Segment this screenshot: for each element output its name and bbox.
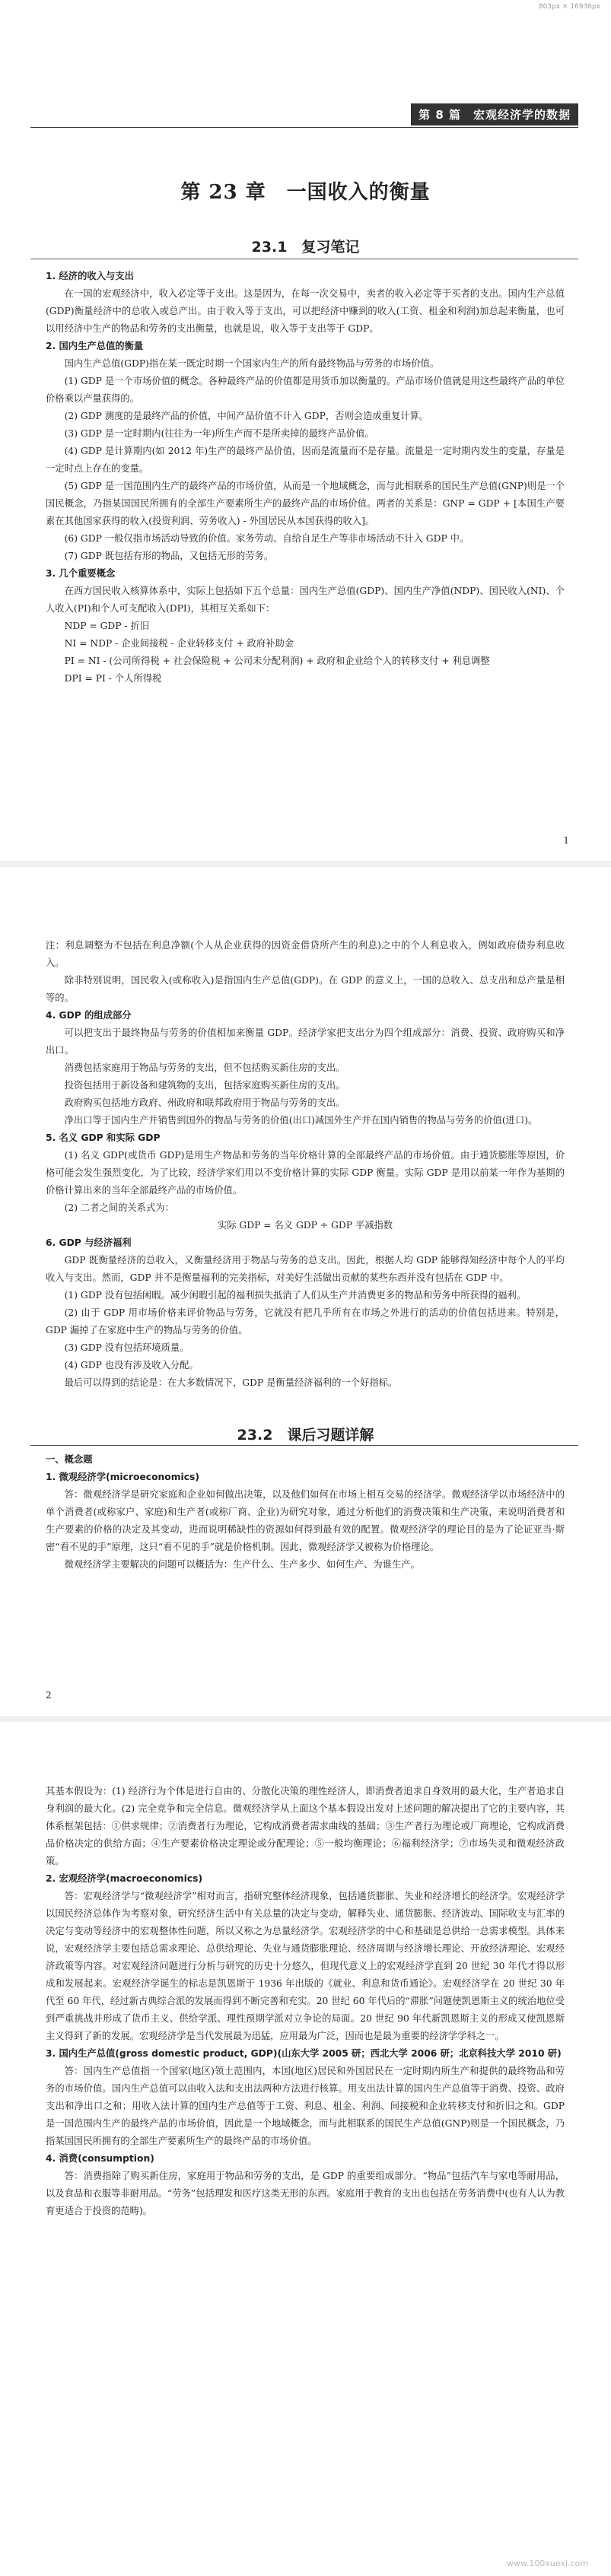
section-rule	[30, 1445, 578, 1446]
note-paragraph: 注：利息调整为不包括在利息净额(个人从企业获得的因资金借贷所产生的利息)之中的个人利息收入，例如政府债券利息收入。	[46, 940, 565, 968]
watermark: www.100xuexi.com	[506, 2559, 588, 2568]
section-2-body	[46, 1451, 565, 1574]
section-1-body	[46, 268, 565, 688]
formula-ndp: NDP = GDP - 折旧	[64, 621, 150, 631]
paragraph: (1) GDP 是一个市场价值的概念。各种最终产品的价值都是用货币加以衡量的。产品市场价值就是用这些最终产品的单位价格乘以产量获得的。	[46, 376, 565, 404]
header-rule	[30, 127, 578, 128]
heading-macroeconomics: 2. 宏观经济学(macroeconomics)	[46, 1873, 203, 1884]
heading-gdp-measurement: 2. 国内生产总值的衡量	[46, 341, 144, 351]
chapter-title: 第 23 章 一国收入的衡量	[180, 181, 431, 204]
paragraph: 微观经济学主要解决的问题可以概括为：生产什么、生产多少、如何生产、为谁生产。	[64, 1559, 420, 1570]
heading-key-concepts: 3. 几个重要概念	[46, 568, 116, 579]
heading-gdp-welfare: 6. GDP 与经济福利	[46, 1237, 132, 1248]
page-number: 2	[46, 1690, 52, 1701]
paragraph: (4) GDP 是计算期内(如 2012 年)生产的最终产品价值，因而是流量而不是存量。流量是一定时期内发生的变量，存量是一定时点上存在的变量。	[46, 446, 565, 474]
paragraph: (1) GDP 没有包括闲暇。减少闲暇引起的福利损失抵消了人们从生产并消费更多的物品和劳务中所获得的福利。	[64, 1290, 527, 1301]
heading-gdp-definition: 3. 国内生产总值(gross domestic product, GDP)(山东大学 2005 研；西北大学 2006 研；北京科技大学 2010 研)	[46, 2048, 562, 2059]
paragraph: (3) GDP 没有包括环境质量。	[64, 1342, 189, 1353]
paragraph: (3) GDP 是一定时期内(往往为一年)所生产而不是所卖掉的最终产品价值。	[64, 428, 374, 439]
paragraph: (6) GDP 一般仅指市场活动导致的价值。家务劳动、自给自足生产等非市场活动不计入 GDP 中。	[64, 533, 469, 544]
paragraph: 答：国内生产总值指一个国家(地区)领土范围内，本国(地区)居民和外国居民在一定时期内所生产和提供的最终物品和劳务的市场价值。国内生产总值可以由收入法和支出法两种方法进行核算。用支出法计算的国内生产总值等于消费、投资、政府支出和净出口之和；用收入法计算的国内生产总值等于工资、利息、租金、利润、间接税和企业转移支付和折旧之和。GDP 是一国范围内生产的最终产品的市场价值，因此是一个地域概念，而与此相联系的国民生产总值(GNP)则是一个国民概念，乃指某国国民所拥有的全部生产要素所生产的最终产品的市场价值。	[46, 2066, 565, 2146]
section-title-exercises: 23.2 课后习题详解	[237, 1427, 374, 1444]
page-gap	[0, 861, 611, 867]
paragraph: (2) 二者之间的关系式为：	[64, 1202, 174, 1213]
heading-microeconomics: 1. 微观经济学(microeconomics)	[46, 1472, 199, 1482]
paragraph: (5) GDP 是一国范围内生产的最终产品的市场价值，从而是一个地域概念，而与此相联系的国民生产总值(GNP)则是一个国民概念，乃指某国国民所拥有的全部生产要素所生产的最终产品的市场价值。两者的关系是：GNP = GDP + [本国生产要素在其他国家获得的收入(投资利润、劳务收入) - 外国居民从本国获得的收入]。	[46, 481, 565, 526]
paragraph: (4) GDP 也没有涉及收入分配。	[64, 1360, 199, 1371]
section-title-review-notes: 23.1 复习笔记	[251, 239, 360, 256]
paragraph: 政府购买包括地方政府、州政府和联邦政府用于物品与劳务的支出。	[64, 1097, 345, 1108]
paragraph: 最后可以得到的结论是：在大多数情况下，GDP 是衡量经济福利的一个好指标。	[64, 1377, 398, 1388]
paragraph: 答：消费指除了购买新住房，家庭用于物品和劳务的支出，是 GDP 的重要组成部分。“物品”包括汽车与家电等耐用品，以及食品和衣服等非耐用品。“劳务”包括理发和医疗这类无形的东西。家庭用于教育的支出也包括在劳务消费中(也有人认为教育更适合于投资的范畴)。	[46, 2171, 565, 2216]
paragraph: 可以把支出于最终物品与劳务的价值相加来衡量 GDP。经济学家把支出分为四个组成部分：消费、投资、政府购买和净出口。	[46, 1028, 565, 1056]
paragraph: 国内生产总值(GDP)指在某一既定时期一个国家内生产的所有最终物品与劳务的市场价值。	[64, 358, 440, 369]
section-2-continued-body	[46, 1783, 565, 2220]
part-header-tag: 第 8 篇 宏观经济学的数据	[411, 103, 578, 125]
paragraph: (7) GDP 既包括有形的物品，又包括无形的劳务。	[64, 551, 274, 561]
paragraph: (2) 由于 GDP 用市场价格来评价物品与劳务，它就没有把几乎所有在市场之外进行的活动的价值包括进来。特别是，GDP 漏掉了在家庭中生产的物品与劳务的价值。	[46, 1307, 565, 1336]
heading-consumption: 4. 消费(consumption)	[46, 2153, 154, 2164]
paragraph: 投资包括用于新设备和建筑物的支出，包括家庭购买新住房的支出。	[64, 1080, 345, 1091]
paragraph: 消费包括家庭用于物品与劳务的支出，但不包括购买新住房的支出。	[64, 1062, 345, 1073]
heading-income-expenditure: 1. 经济的收入与支出	[46, 271, 134, 281]
paragraph: 答：宏观经济学与“微观经济学”相对而言，指研究整体经济现象，包括通货膨胀、失业和经济增长的经济学。宏观经济学以国民经济总体作为考察对象，研究经济生活中有关总量的决定与变动，解释失业、通货膨胀、经济波动、国际收支与汇率的决定与变动等经济中的宏观整体性问题，所以又称之为总量经济学。宏观经济学的中心和基础是总供给一总需求模型。具体来说，宏观经济学主要包括总需求理论、总供给理论、失业与通货膨胀理论、经济周期与经济增长理论、开放经济理论、宏观经济政策等内容。对宏观经济问题进行分析与研究的历史十分悠久，但现代意义上的宏观经济学直到 20 世纪 30 年代才得以形成和发展起来。宏观经济学诞生的标志是凯恩斯于 1936 年出版的《就业、利息和货币通论》。宏观经济学在 20 世纪 30 年代至 60 年代，经过新古典综合派的发展而得到不断完善和充实。20 世纪 60 年代后的“滞胀”问题使凯恩斯主义的统治地位受到严重挑战并形成了货币主义、供给学派、理性预期学派对立争论的局面。20 世纪 90 年代新凯恩斯主义的形成又使凯恩斯主义得到了新的发展。宏观经济学是当代发展最为迅猛，应用最为广泛，因而也是最为重要的经济学学科之一。	[46, 1891, 565, 2041]
paragraph: (1) 名义 GDP(或货币 GDP)是用生产物品和劳务的当年价格计算的全部最终产品的市场价值。由于通货膨胀等原因，价格可能会发生强烈变化，为了比较，经济学家们用以不变价格计算的实际 GDP 衡量。实际 GDP 是用以前某一年作为基期的价格计算出来的当年全部最终产品的市场价值。	[46, 1150, 565, 1196]
page-gap	[0, 1716, 611, 1722]
formula-dpi: DPI = PI - 个人所得税	[64, 673, 162, 684]
paragraph: (2) GDP 测度的是最终产品的价值，中间产品价值不计入 GDP，否则会造成重复计算。	[64, 411, 429, 421]
paragraph: 在西方国民收入核算体系中，实际上包括如下五个总量：国内生产总值(GDP)、国内生产净值(NDP)、国民收入(NI)、个人收入(PI)和个人可支配收入(DPI)，其相互关系如下：	[46, 586, 565, 614]
paragraph: 除非特别说明，国民收入(或称收入)是指国内生产总值(GDP)。在 GDP 的意义上，一国的总收入、总支出和总产量是相等的。	[46, 975, 565, 1003]
paragraph: 答：微观经济学是研究家庭和企业如何做出决策，以及他们如何在市场上相互交易的经济学。微观经济学以市场经济中的单个消费者(或称家户、家庭)和生产者(或称厂商、企业)为研究对象，通过分析他们的消费决策和生产决策，来说明消费者和生产要素的价格的决定及其变动，进而说明稀缺性的资源如何得到最有效的配置。微观经济学的理论目的是为了论证亚当·斯密“看不见的手”原理，这只“看不见的手”就是价格机制。因此，微观经济学又被称为价格理论。	[46, 1489, 565, 1552]
heading-nominal-real-gdp: 5. 名义 GDP 和实际 GDP	[46, 1132, 161, 1143]
formula-pi: PI = NI - (公司所得税 + 社会保险税 + 公司未分配利润) + 政府和企业给个人的转移支付 + 利息调整	[64, 656, 490, 666]
paragraph: GDP 既衡量经济的总收入，又衡量经济用于物品与劳务的总支出。因此，根据人均 GDP 能够得知经济中每个人的平均收入与支出。然而，GDP 并不是衡量福利的完美指标，对美好生活做出贡献的某些东西并没有包括在 GDP 中。	[46, 1255, 565, 1283]
formula-ni: NI = NDP - 企业间接税 - 企业转移支付 + 政府补助金	[64, 638, 294, 649]
image-dimensions-label: 803px × 16936px	[538, 3, 600, 11]
heading-concept-questions: 一、概念题	[46, 1454, 93, 1465]
section-1-continued-body	[46, 937, 565, 1392]
paragraph: 在一国的宏观经济中，收入必定等于支出。这是因为，在每一次交易中，卖者的收入必定等于买者的支出。国内生产总值(GDP)衡量经济中的总收入或总产出。由于收入等于支出，可以把经济中赚到的收入(工资、租金和利润)加总起来衡量，也可以用经济中生产的物品和劳务的支出衡量，也就是说，收入等于支出等于 GDP。	[46, 288, 565, 334]
paragraph: 净出口等于国内生产并销售到国外的物品与劳务的价值(出口)减国外生产并在国内销售的物品与劳务的价值(进口)。	[64, 1115, 538, 1126]
page-number: 1	[563, 835, 569, 846]
heading-gdp-components: 4. GDP 的组成部分	[46, 1010, 132, 1021]
paragraph: 其基本假设为：(1) 经济行为个体是进行自由的、分散化决策的理性经济人，即消费者追求自身效用的最大化，生产者追求自身利润的最大化。(2) 完全竞争和完全信息。微观经济学从上面这个基本假设出发对上述问题的解决提出了它的主要内容，其体系框架包括：①供求规律；②消费者行为理论，它构成消费者需求曲线的基础；③生产者行为理论或厂商理论，它构成消费品价格决定的供给方面；④生产要素价格决定理论或分配理论；⑤一般均衡理论；⑥福利经济学；⑦市场失灵和微观经济政策。	[46, 1786, 565, 1866]
formula-real-gdp: 实际 GDP = 名义 GDP ÷ GDP 平减指数	[217, 1220, 393, 1231]
